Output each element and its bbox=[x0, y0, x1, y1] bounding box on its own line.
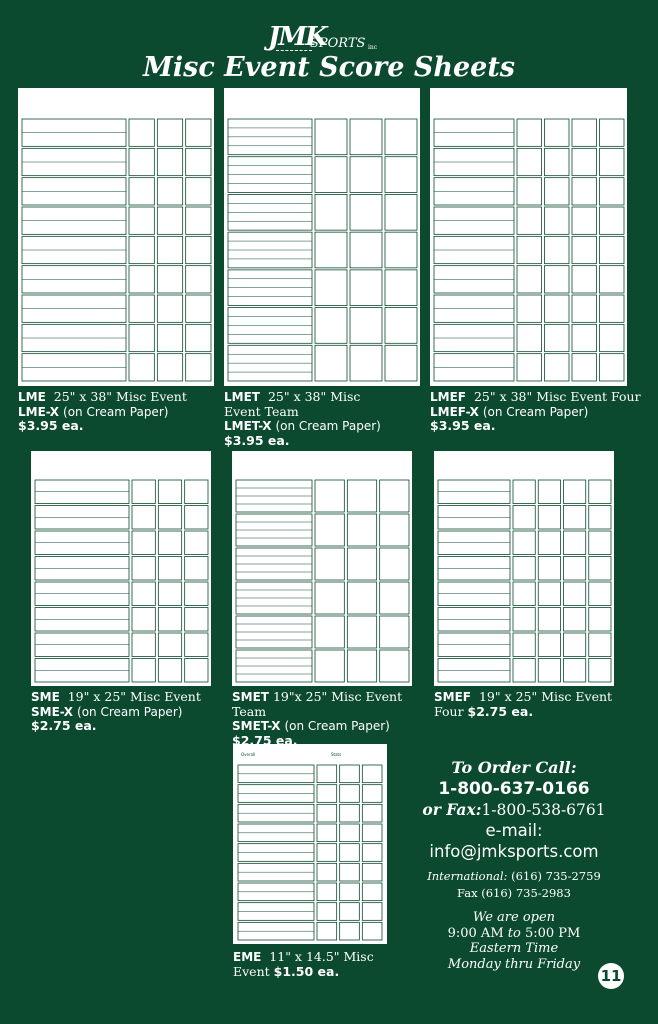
sheet-score-box bbox=[186, 295, 211, 322]
sheet-score-box bbox=[185, 633, 208, 657]
sheet-score-box bbox=[517, 324, 542, 351]
lmef-x-code: LMEF-X bbox=[430, 404, 479, 419]
sheet-score-box bbox=[315, 345, 347, 381]
eme-sheet-image bbox=[233, 744, 387, 944]
sheet-score-box bbox=[350, 194, 382, 230]
sheet-score-box bbox=[132, 659, 155, 683]
sheet-score-box bbox=[517, 354, 542, 381]
smet-x-desc: (on Cream Paper) bbox=[284, 719, 390, 733]
order-fax-label: or Fax: bbox=[422, 800, 482, 819]
sheet-score-box bbox=[158, 480, 181, 504]
order-fax-line bbox=[420, 800, 608, 820]
sme-caption bbox=[31, 690, 226, 734]
sheet-score-box bbox=[517, 148, 542, 175]
sheet-score-box bbox=[538, 633, 560, 657]
sheet-score-box bbox=[538, 480, 560, 504]
hours-to: 5:00 PM bbox=[524, 925, 581, 941]
logo-sports-text: SPORTS bbox=[310, 36, 366, 51]
sheet-score-box bbox=[538, 608, 560, 632]
sheet-score-box bbox=[600, 119, 625, 146]
sheet-score-box bbox=[600, 148, 625, 175]
sheet-score-box bbox=[315, 616, 344, 648]
sheet-score-box bbox=[158, 608, 181, 632]
sheet-score-box bbox=[317, 765, 337, 783]
sheet-score-box bbox=[385, 194, 417, 230]
order-phone: 1-800-637-0166 bbox=[438, 779, 590, 799]
sheet-score-box bbox=[513, 608, 535, 632]
lmef-price: $3.95 ea. bbox=[430, 418, 496, 433]
lmet-price: $3.95 ea. bbox=[224, 432, 290, 448]
sheet-score-box bbox=[513, 659, 535, 683]
lme-code: LME bbox=[18, 390, 46, 404]
sheet-score-box bbox=[564, 531, 586, 555]
smef-code: SMEF bbox=[434, 690, 471, 704]
lme-sheet-image bbox=[18, 88, 214, 386]
sheet-score-box bbox=[317, 844, 337, 862]
sheet-score-box bbox=[538, 582, 560, 606]
sheet-score-box bbox=[564, 633, 586, 657]
sheet-score-box bbox=[340, 863, 360, 881]
smef-desc-2: Four bbox=[434, 703, 464, 719]
order-info bbox=[420, 758, 608, 972]
sheet-score-box bbox=[572, 266, 597, 293]
sheet-score-box bbox=[132, 557, 155, 581]
sheet-score-box bbox=[315, 582, 344, 614]
sheet-score-box bbox=[385, 345, 417, 381]
sheet-score-box bbox=[129, 148, 154, 175]
sheet-score-box bbox=[572, 236, 597, 263]
sheet-score-box bbox=[600, 266, 625, 293]
sheet-score-box bbox=[317, 883, 337, 901]
sheet-score-box bbox=[186, 119, 211, 146]
sheet-score-box bbox=[185, 480, 208, 504]
sheet-score-box bbox=[362, 863, 382, 881]
sheet-score-box bbox=[129, 178, 154, 205]
sheet-score-box bbox=[362, 922, 382, 940]
sheet-score-box bbox=[589, 608, 611, 632]
smef-sheet-image bbox=[434, 451, 614, 686]
sheet-score-box bbox=[538, 531, 560, 555]
eme-price: $1.50 ea. bbox=[273, 963, 340, 979]
sheet-score-box bbox=[129, 207, 154, 234]
sheet-score-box bbox=[317, 785, 337, 803]
sheet-score-box bbox=[513, 633, 535, 657]
sheet-score-box bbox=[385, 270, 417, 306]
sheet-score-box bbox=[340, 804, 360, 822]
sheet-score-box bbox=[564, 582, 586, 606]
sheet-score-box bbox=[385, 232, 417, 268]
sheet-score-box bbox=[157, 295, 182, 322]
sheet-score-box bbox=[315, 650, 344, 682]
sheet-score-box bbox=[186, 178, 211, 205]
lme-price: $3.95 ea. bbox=[18, 418, 84, 433]
sheet-score-box bbox=[185, 659, 208, 683]
logo-inc-text: inc bbox=[368, 44, 378, 51]
intl-phone: (616) 735-2759 bbox=[511, 869, 601, 883]
sheet-score-box bbox=[315, 548, 344, 580]
lme-caption bbox=[18, 390, 218, 434]
sheet-score-box bbox=[380, 582, 409, 614]
sme-desc: 19" x 25" Misc Event bbox=[67, 689, 201, 704]
sheet-score-box bbox=[157, 236, 182, 263]
sheet-score-box bbox=[132, 480, 155, 504]
sheet-score-box bbox=[564, 557, 586, 581]
sheet-score-box bbox=[158, 506, 181, 530]
lmef-sheet-image bbox=[430, 88, 627, 386]
sheet-score-box bbox=[157, 354, 182, 381]
sheet-score-box bbox=[545, 207, 570, 234]
sheet-score-box bbox=[315, 119, 347, 155]
smet-price: $2.75 ea. bbox=[232, 732, 298, 748]
sheet-score-box bbox=[347, 650, 376, 682]
sheet-score-box bbox=[513, 557, 535, 581]
sheet-score-box bbox=[545, 178, 570, 205]
page-number: 11 bbox=[598, 963, 624, 989]
sheet-score-box bbox=[513, 531, 535, 555]
eme-desc-2: Event bbox=[233, 963, 270, 979]
sheet-score-box bbox=[185, 531, 208, 555]
sheet-score-box bbox=[600, 236, 625, 263]
smet-x-code: SMET-X bbox=[232, 719, 281, 733]
sheet-score-box bbox=[545, 236, 570, 263]
order-email: info@jmksports.com bbox=[429, 842, 599, 861]
sheet-score-box bbox=[538, 506, 560, 530]
sheet-score-box bbox=[347, 582, 376, 614]
sheet-score-box bbox=[129, 354, 154, 381]
smet-desc: 19"x 25" Misc Event Team bbox=[232, 689, 403, 719]
sheet-score-box bbox=[350, 308, 382, 344]
sheet-score-box bbox=[538, 659, 560, 683]
lme-x-desc: (on Cream Paper) bbox=[63, 404, 169, 419]
intl-fax: (616) 735-2983 bbox=[481, 886, 571, 900]
sheet-score-box bbox=[129, 119, 154, 146]
sheet-score-box bbox=[589, 557, 611, 581]
sheet-score-box bbox=[186, 207, 211, 234]
lmet-desc: 25" x 38" Misc Event Team bbox=[224, 389, 361, 419]
sme-x-desc: (on Cream Paper) bbox=[77, 704, 183, 719]
order-call-label: To Order Call: bbox=[451, 758, 577, 777]
lmef-code: LMEF bbox=[430, 390, 466, 404]
sheet-score-box bbox=[132, 531, 155, 555]
sheet-score-box bbox=[186, 354, 211, 381]
sheet-score-box bbox=[545, 266, 570, 293]
sheet-score-box bbox=[385, 119, 417, 155]
sheet-score-box bbox=[380, 616, 409, 648]
sheet-score-box bbox=[157, 266, 182, 293]
sheet-score-box bbox=[347, 548, 376, 580]
lme-desc: 25" x 38" Misc Event bbox=[53, 389, 187, 404]
sheet-score-box bbox=[350, 119, 382, 155]
sheet-score-box bbox=[362, 765, 382, 783]
sheet-score-box bbox=[315, 308, 347, 344]
lme-x-code: LME-X bbox=[18, 404, 60, 419]
smet-sheet-image bbox=[232, 451, 412, 686]
sheet-score-box bbox=[186, 148, 211, 175]
sheet-score-box bbox=[186, 266, 211, 293]
sheet-score-box bbox=[572, 354, 597, 381]
sheet-score-box bbox=[158, 633, 181, 657]
intl-label: International: bbox=[427, 869, 508, 883]
sheet-score-box bbox=[589, 582, 611, 606]
sheet-score-box bbox=[545, 119, 570, 146]
sheet-score-box bbox=[589, 531, 611, 555]
sheet-score-box bbox=[317, 863, 337, 881]
sheet-score-box bbox=[538, 557, 560, 581]
sheet-score-box bbox=[600, 178, 625, 205]
sheet-score-box bbox=[186, 324, 211, 351]
lmef-desc: 25" x 38" Misc Event Four bbox=[473, 389, 641, 404]
lmet-caption bbox=[224, 390, 399, 448]
sheet-eme-grid bbox=[233, 744, 387, 944]
page-title: Misc Event Score Sheets bbox=[142, 52, 516, 83]
hours-timezone: Eastern Time bbox=[469, 941, 559, 956]
sheet-score-box bbox=[572, 119, 597, 146]
sheet-score-box bbox=[513, 582, 535, 606]
hours-open-label: We are open bbox=[472, 910, 556, 925]
sheet-score-box bbox=[132, 633, 155, 657]
sheet-score-box bbox=[385, 308, 417, 344]
sheet-score-box bbox=[185, 557, 208, 581]
sheet-score-box bbox=[362, 804, 382, 822]
sheet-score-box bbox=[545, 295, 570, 322]
sheet-score-box bbox=[157, 207, 182, 234]
sheet-score-box bbox=[564, 608, 586, 632]
lmef-x-desc: (on Cream Paper) bbox=[482, 404, 589, 419]
sheet-score-box bbox=[380, 480, 409, 512]
sheet-score-box bbox=[350, 270, 382, 306]
sheet-score-box bbox=[340, 824, 360, 842]
sheet-lmet-grid bbox=[224, 88, 420, 386]
sheet-score-box bbox=[517, 119, 542, 146]
eme-code: EME bbox=[233, 950, 262, 964]
sheet-score-box bbox=[600, 207, 625, 234]
sheet-score-box bbox=[347, 616, 376, 648]
sme-price: $2.75 ea. bbox=[31, 718, 97, 733]
lmet-code: LMET bbox=[224, 390, 260, 404]
sheet-score-box bbox=[129, 266, 154, 293]
sheet-score-box bbox=[315, 157, 347, 193]
sme-sheet-image bbox=[31, 451, 211, 686]
sheet-score-box bbox=[350, 232, 382, 268]
sheet-score-box bbox=[572, 324, 597, 351]
order-email-label: e-mail: bbox=[485, 821, 543, 840]
sheet-score-box bbox=[380, 514, 409, 546]
sheet-score-box bbox=[157, 119, 182, 146]
sheet-score-box bbox=[350, 345, 382, 381]
sheet-score-box bbox=[317, 903, 337, 921]
sheet-score-box bbox=[315, 270, 347, 306]
sheet-score-box bbox=[517, 236, 542, 263]
sheet-score-box bbox=[545, 354, 570, 381]
lmet-sheet-image bbox=[224, 88, 420, 386]
sheet-score-box bbox=[572, 295, 597, 322]
sheet-score-box bbox=[513, 506, 535, 530]
hours-days: Monday thru Friday bbox=[447, 956, 581, 972]
sheet-score-box bbox=[315, 194, 347, 230]
sheet-score-box bbox=[589, 480, 611, 504]
intl-fax-label: Fax bbox=[457, 886, 478, 900]
sheet-score-box bbox=[129, 295, 154, 322]
sheet-score-box bbox=[129, 236, 154, 263]
sheet-score-box bbox=[600, 324, 625, 351]
sheet-score-box bbox=[158, 659, 181, 683]
smef-desc: 19" x 25" Misc Event bbox=[478, 689, 613, 704]
eme-sheet-header-left: Overall bbox=[241, 752, 256, 757]
sheet-score-box bbox=[589, 506, 611, 530]
sheet-score-box bbox=[315, 514, 344, 546]
hours-from: 9:00 AM bbox=[447, 925, 504, 941]
sme-code: SME bbox=[31, 690, 60, 704]
sheet-score-box bbox=[317, 824, 337, 842]
sheet-score-box bbox=[589, 633, 611, 657]
sheet-score-box bbox=[157, 148, 182, 175]
sheet-score-box bbox=[517, 295, 542, 322]
sheet-smet-grid bbox=[232, 451, 412, 686]
order-fax: 1-800-538-6761 bbox=[481, 801, 606, 819]
sheet-score-box bbox=[385, 157, 417, 193]
sheet-score-box bbox=[157, 324, 182, 351]
sheet-score-box bbox=[545, 324, 570, 351]
sheet-score-box bbox=[545, 148, 570, 175]
sheet-score-box bbox=[350, 157, 382, 193]
sheet-score-box bbox=[185, 506, 208, 530]
sheet-score-box bbox=[315, 480, 344, 512]
sheet-score-box bbox=[362, 824, 382, 842]
order-hours bbox=[420, 910, 608, 972]
order-international bbox=[420, 868, 608, 902]
sheet-score-box bbox=[186, 236, 211, 263]
sheet-score-box bbox=[564, 659, 586, 683]
lmet-x-code: LMET-X bbox=[224, 419, 272, 433]
eme-caption bbox=[233, 950, 403, 979]
sheet-score-box bbox=[380, 548, 409, 580]
sheet-score-box bbox=[157, 178, 182, 205]
sheet-score-box bbox=[317, 804, 337, 822]
sheet-score-box bbox=[340, 883, 360, 901]
hours-range bbox=[448, 926, 581, 941]
sheet-score-box bbox=[158, 582, 181, 606]
sheet-score-box bbox=[600, 295, 625, 322]
sheet-score-box bbox=[340, 765, 360, 783]
sheet-score-box bbox=[362, 903, 382, 921]
sheet-score-box bbox=[132, 582, 155, 606]
sheet-lme-grid bbox=[18, 88, 214, 386]
sheet-score-box bbox=[158, 531, 181, 555]
sheet-score-box bbox=[340, 785, 360, 803]
sheet-score-box bbox=[362, 844, 382, 862]
sheet-score-box bbox=[517, 178, 542, 205]
sheet-score-box bbox=[340, 903, 360, 921]
sheet-score-box bbox=[362, 785, 382, 803]
sheet-score-box bbox=[315, 232, 347, 268]
hours-to-word: to bbox=[507, 925, 521, 941]
lmef-caption bbox=[430, 390, 650, 434]
sheet-score-box bbox=[340, 922, 360, 940]
eme-sheet-header-right: Stats bbox=[331, 752, 342, 757]
sheet-score-box bbox=[513, 480, 535, 504]
smef-caption bbox=[434, 690, 634, 719]
smet-caption bbox=[232, 690, 432, 748]
sheet-score-box bbox=[132, 608, 155, 632]
sheet-score-box bbox=[185, 582, 208, 606]
sheet-score-box bbox=[564, 480, 586, 504]
sheet-score-box bbox=[185, 608, 208, 632]
sheet-score-box bbox=[572, 178, 597, 205]
logo-mark: JMK bbox=[268, 22, 326, 52]
sheet-score-box bbox=[129, 324, 154, 351]
sheet-score-box bbox=[517, 207, 542, 234]
smef-price: $2.75 ea. bbox=[467, 703, 534, 719]
eme-desc: 11" x 14.5" Misc bbox=[269, 949, 374, 964]
sheet-score-box bbox=[600, 354, 625, 381]
sheet-lmef-grid bbox=[430, 88, 627, 386]
sheet-score-box bbox=[132, 506, 155, 530]
sheet-score-box bbox=[572, 148, 597, 175]
smet-code: SMET bbox=[232, 690, 269, 704]
sheet-score-box bbox=[564, 506, 586, 530]
sheet-score-box bbox=[517, 266, 542, 293]
sheet-score-box bbox=[158, 557, 181, 581]
sheet-sme-grid bbox=[31, 451, 211, 686]
sheet-score-box bbox=[380, 650, 409, 682]
sheet-score-box bbox=[347, 514, 376, 546]
sheet-score-box bbox=[362, 883, 382, 901]
jmk-sports-logo bbox=[268, 22, 380, 56]
sheet-score-box bbox=[572, 207, 597, 234]
sheet-smef-grid bbox=[434, 451, 614, 686]
sheet-score-box bbox=[340, 844, 360, 862]
sheet-score-box bbox=[347, 480, 376, 512]
sheet-score-box bbox=[317, 922, 337, 940]
sme-x-code: SME-X bbox=[31, 704, 74, 719]
sheet-score-box bbox=[589, 659, 611, 683]
lmet-x-desc: (on Cream Paper) bbox=[275, 419, 381, 433]
